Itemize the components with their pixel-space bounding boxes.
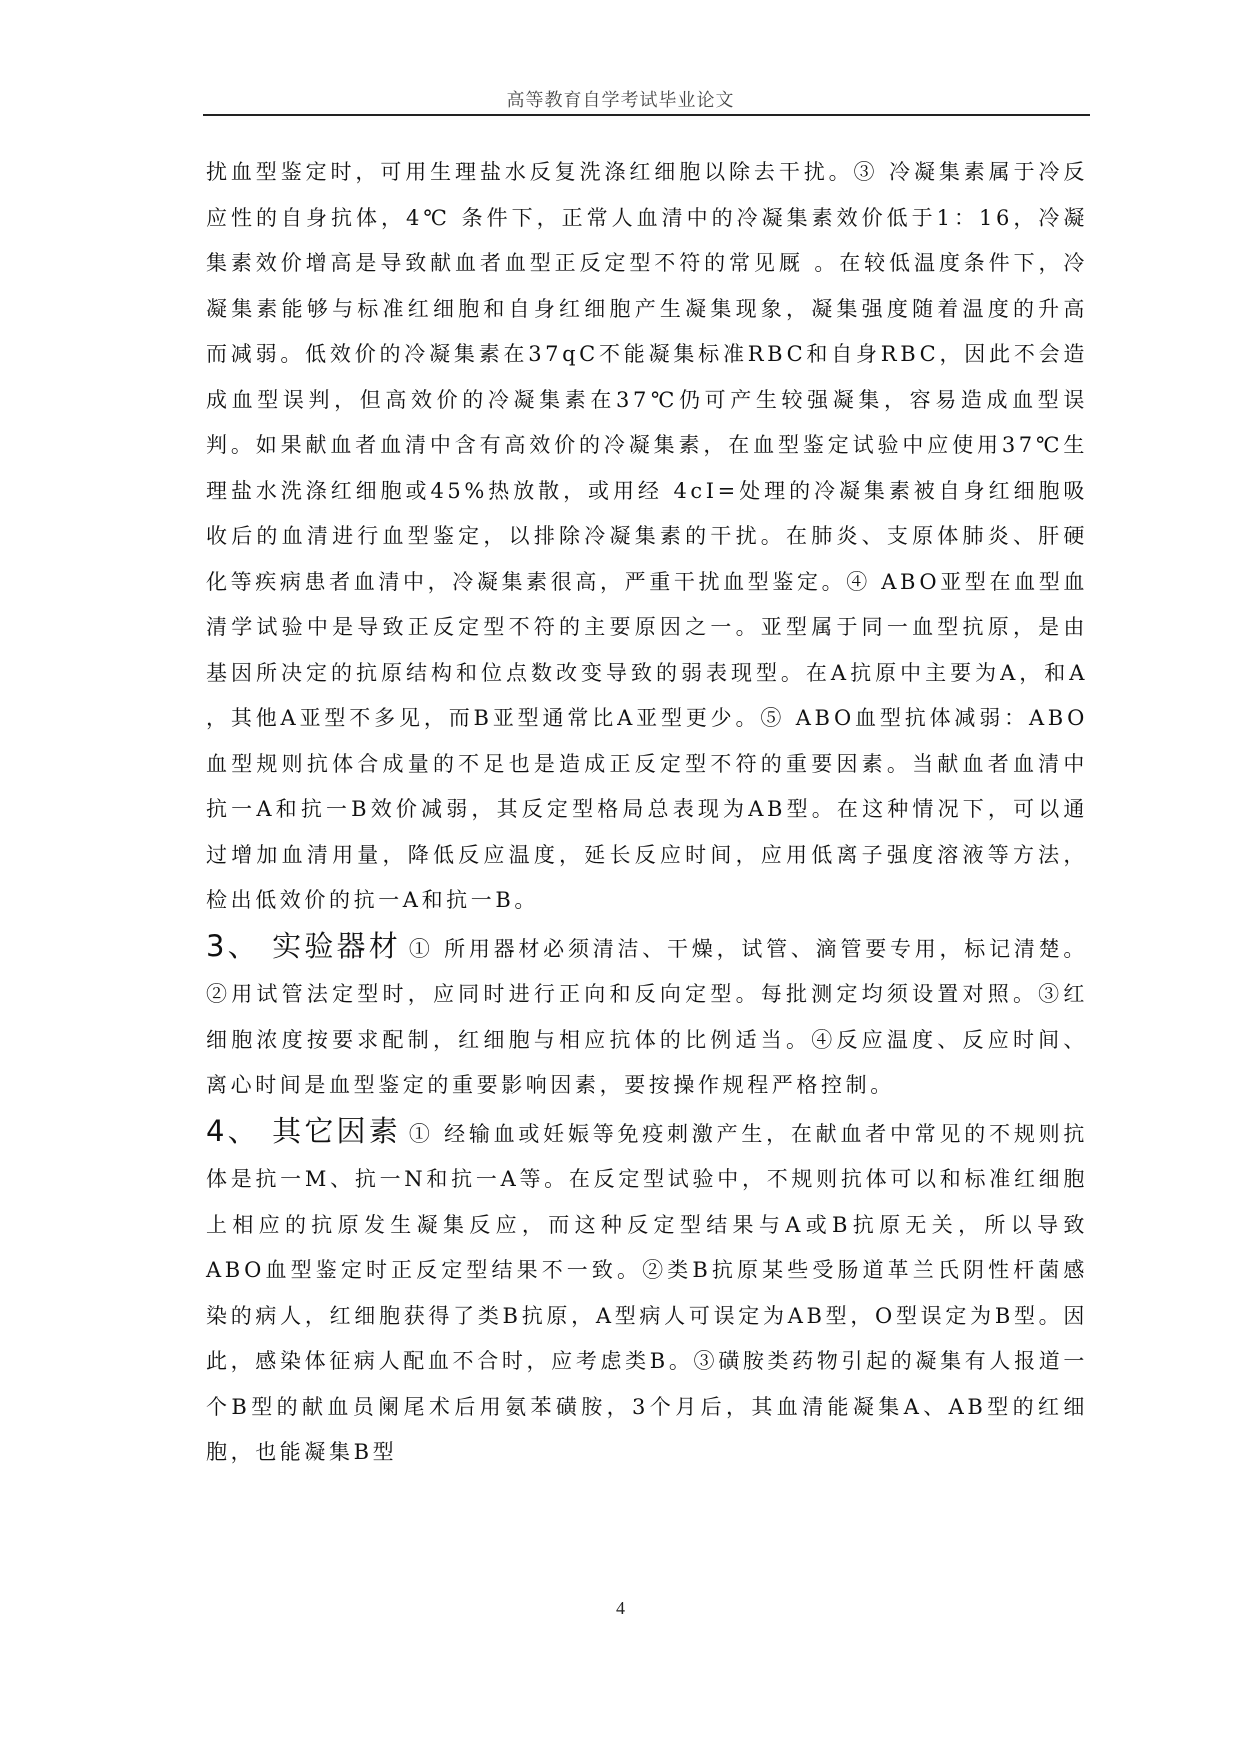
header-title: 高等教育自学考试毕业论文 [506, 90, 735, 111]
paragraph-text: ① 所用器材必须清洁、干燥，试管、滴管要专用，标记清楚。②用试管法定型时，应同时进行正向和反向定型。每批测定均须设置对照。③红细胞浓度按要求配制，红细胞与相应抗体的比例适当。④反应温度、反应时间、离心时间是血型鉴定的重要影响因素，要按操作规程严格控制。 [206, 936, 1088, 1097]
paragraph-text: ① 经输血或妊娠等免疫刺激产生，在献血者中常见的不规则抗体是抗一M、抗一N和抗一A等。在反定型试验中，不规则抗体可以和标准红细胞上相应的抗原发生凝集反应，而这种反定型结果与A或B抗原无关，所以导致ABO血型鉴定时正反定型结果不一致。②类B抗原某些受肠道革兰氏阴性杆菌感染的病人，红细胞获得了类B抗原，A型病人可误定为AB型，O型误定为B型。因此，感染体征病人配血不合时，应考虑类B。③磺胺类药物引起的凝集有人报道一个B型的献血员阑尾术后用氨苯磺胺，3个月后，其血清能凝集A、AB型的红细胞，也能凝集B型 [206, 1121, 1088, 1464]
section-heading: 3、 实验器材 [206, 928, 401, 963]
page-number: 4 [616, 1598, 625, 1618]
paragraph [206, 1109, 1088, 1476]
document-body [206, 150, 1088, 1476]
section-heading: 4、 其它因素 [206, 1113, 401, 1148]
header-divider [203, 114, 1090, 116]
paragraph [206, 150, 1088, 924]
paragraph [206, 924, 1088, 1109]
paragraph-text: 扰血型鉴定时，可用生理盐水反复洗涤红细胞以除去干扰。③ 冷凝集素属于冷反应性的自身抗体，4℃ 条件下，正常人血清中的冷凝集素效价低于1：16，冷凝集素效价增高是导致献血者血型正反定型不符的常见厩 。在较低温度条件下，冷凝集素能够与标准红细胞和自身红细胞产生凝集现象，凝集强度随着温度的升高而减弱。低效价的冷凝集素在37qC不能凝集标准RBC和自身RBC，因此不会造成血型误判，但高效价的冷凝集素在37℃仍可产生较强凝集，容易造成血型误判。如果献血者血清中含有高效价的冷凝集素，在血型鉴定试验中应使用37℃生理盐水洗涤红细胞或45%热放散，或用经 4cI=处理的冷凝集素被自身红细胞吸收后的血清进行血型鉴定，以排除冷凝集素的干扰。在肺炎、支原体肺炎、肝硬化等疾病患者血清中，冷凝集素很高，严重干扰血型鉴定。④ ABO亚型在血型血清学试验中是导致正反定型不符的主要原因之一。亚型属于同一血型抗原，是由基因所决定的抗原结构和位点数改变导致的弱表现型。在A抗原中主要为A，和A ，其他A亚型不多见，而B亚型通常比A亚型更少。⑤ ABO血型抗体减弱：ABO血型规则抗体合成量的不足也是造成正反定型不符的重要因素。当献血者血清中抗一A和抗一B效价减弱，其反定型格局总表现为AB型。在这种情况下，可以通过增加血清用量，降低反应温度，延长反应时间，应用低离子强度溶液等方法，检出低效价的抗一A和抗一B。 [206, 160, 1088, 912]
